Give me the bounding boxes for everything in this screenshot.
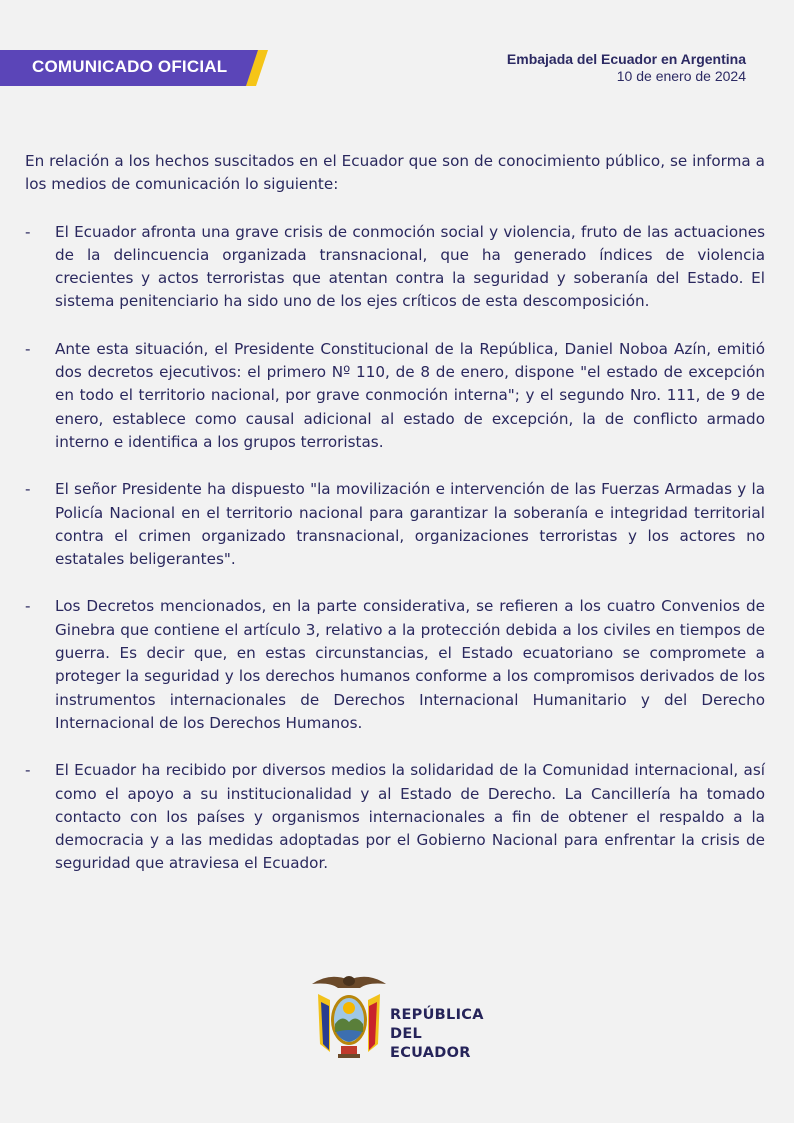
bullet-dash: - [25,597,31,616]
logo-wordmark [390,1006,498,1063]
list-item-text: El Ecuador afronta una grave crisis de conmoción social y violencia, fruto de las actuaciones de la delincuencia organizada transnacional, que ha generado índices de violencia crecientes y actos terroristas que atentan contra la seguridad y soberanía del Estado. El sistema penitenciario ha sido uno de los ejes críticos de esta descomposición. [55,222,765,311]
logo-line-ecuador: DEL ECUADOR [390,1026,471,1061]
bullet-dash: - [25,222,31,241]
list-item-text: El Ecuador ha recibido por diversos medios la solidaridad de la Comunidad internacional, así como el apoyo a su institucionalidad y al Estado de Derecho. La Cancillería ha tomado contacto con los países y organismos internacionales a fin de obtener el respaldo a la democracia y a las medidas adoptadas por el Gobierno Nacional para enfrentar la crisis de seguridad que atraviesa el Ecuador. [55,761,765,873]
embassy-name: Embajada del Ecuador en Argentina [506,51,746,67]
list-item [25,221,765,314]
coat-of-arms-icon [308,970,390,1070]
republic-logo [308,970,498,1070]
communique-body [25,150,765,900]
list-item [25,759,765,875]
list-item-text: El señor Presidente ha dispuesto "la movilización e intervención de las Fuerzas Armadas y la Policía Nacional en el territorio nacional para garantizar la soberanía e integridad territorial contra el crimen organizado transnacional, organizaciones terroristas y los actores no estatales beligerantes". [55,480,765,569]
intro-paragraph: En relación a los hechos suscitados en el Ecuador que son de conocimiento público, se informa a los medios de comunicación lo siguiente: [25,152,765,194]
list-item [25,595,765,735]
list-item [25,338,765,454]
list-item-text: Los Decretos mencionados, en la parte considerativa, se refieren a los cuatro Convenios de Ginebra que contiene el artículo 3, relativo a la protección debida a los civiles en tiempos de guerra. Es decir que, en estas circunstancias, el Estado ecuatoriano se compromete a proteger la seguridad y los derechos humanos conforme a los compromisos derivados de los instrumentos internacionales de Derechos Internacional Humanitario y del Derecho Internacional de los Derechos Humanos. [55,597,765,732]
bullet-dash: - [25,339,31,358]
sender-block [507,51,746,85]
release-date: 10 de enero de 2024 [616,68,746,84]
official-communique-banner [0,50,268,86]
bullet-dash: - [25,761,31,780]
list-item-text: Ante esta situación, el Presidente Constitucional de la República, Daniel Noboa Azín, emitió dos decretos ejecutivos: el primero Nº 110, de 8 de enero, dispone "el estado de excepción en todo el territorio nacional, por grave conmoción interna"; y el segundo Nro. 111, de 9 de enero, establece como causal adicional al estado de excepción, la de conflicto armado interno e identifica a los grupos terroristas. [55,339,765,451]
banner-title: COMUNICADO OFICIAL [32,57,228,76]
bullet-dash: - [25,480,31,499]
list-item [25,478,765,571]
logo-line-republica: REPÚBLICA [390,1007,484,1023]
